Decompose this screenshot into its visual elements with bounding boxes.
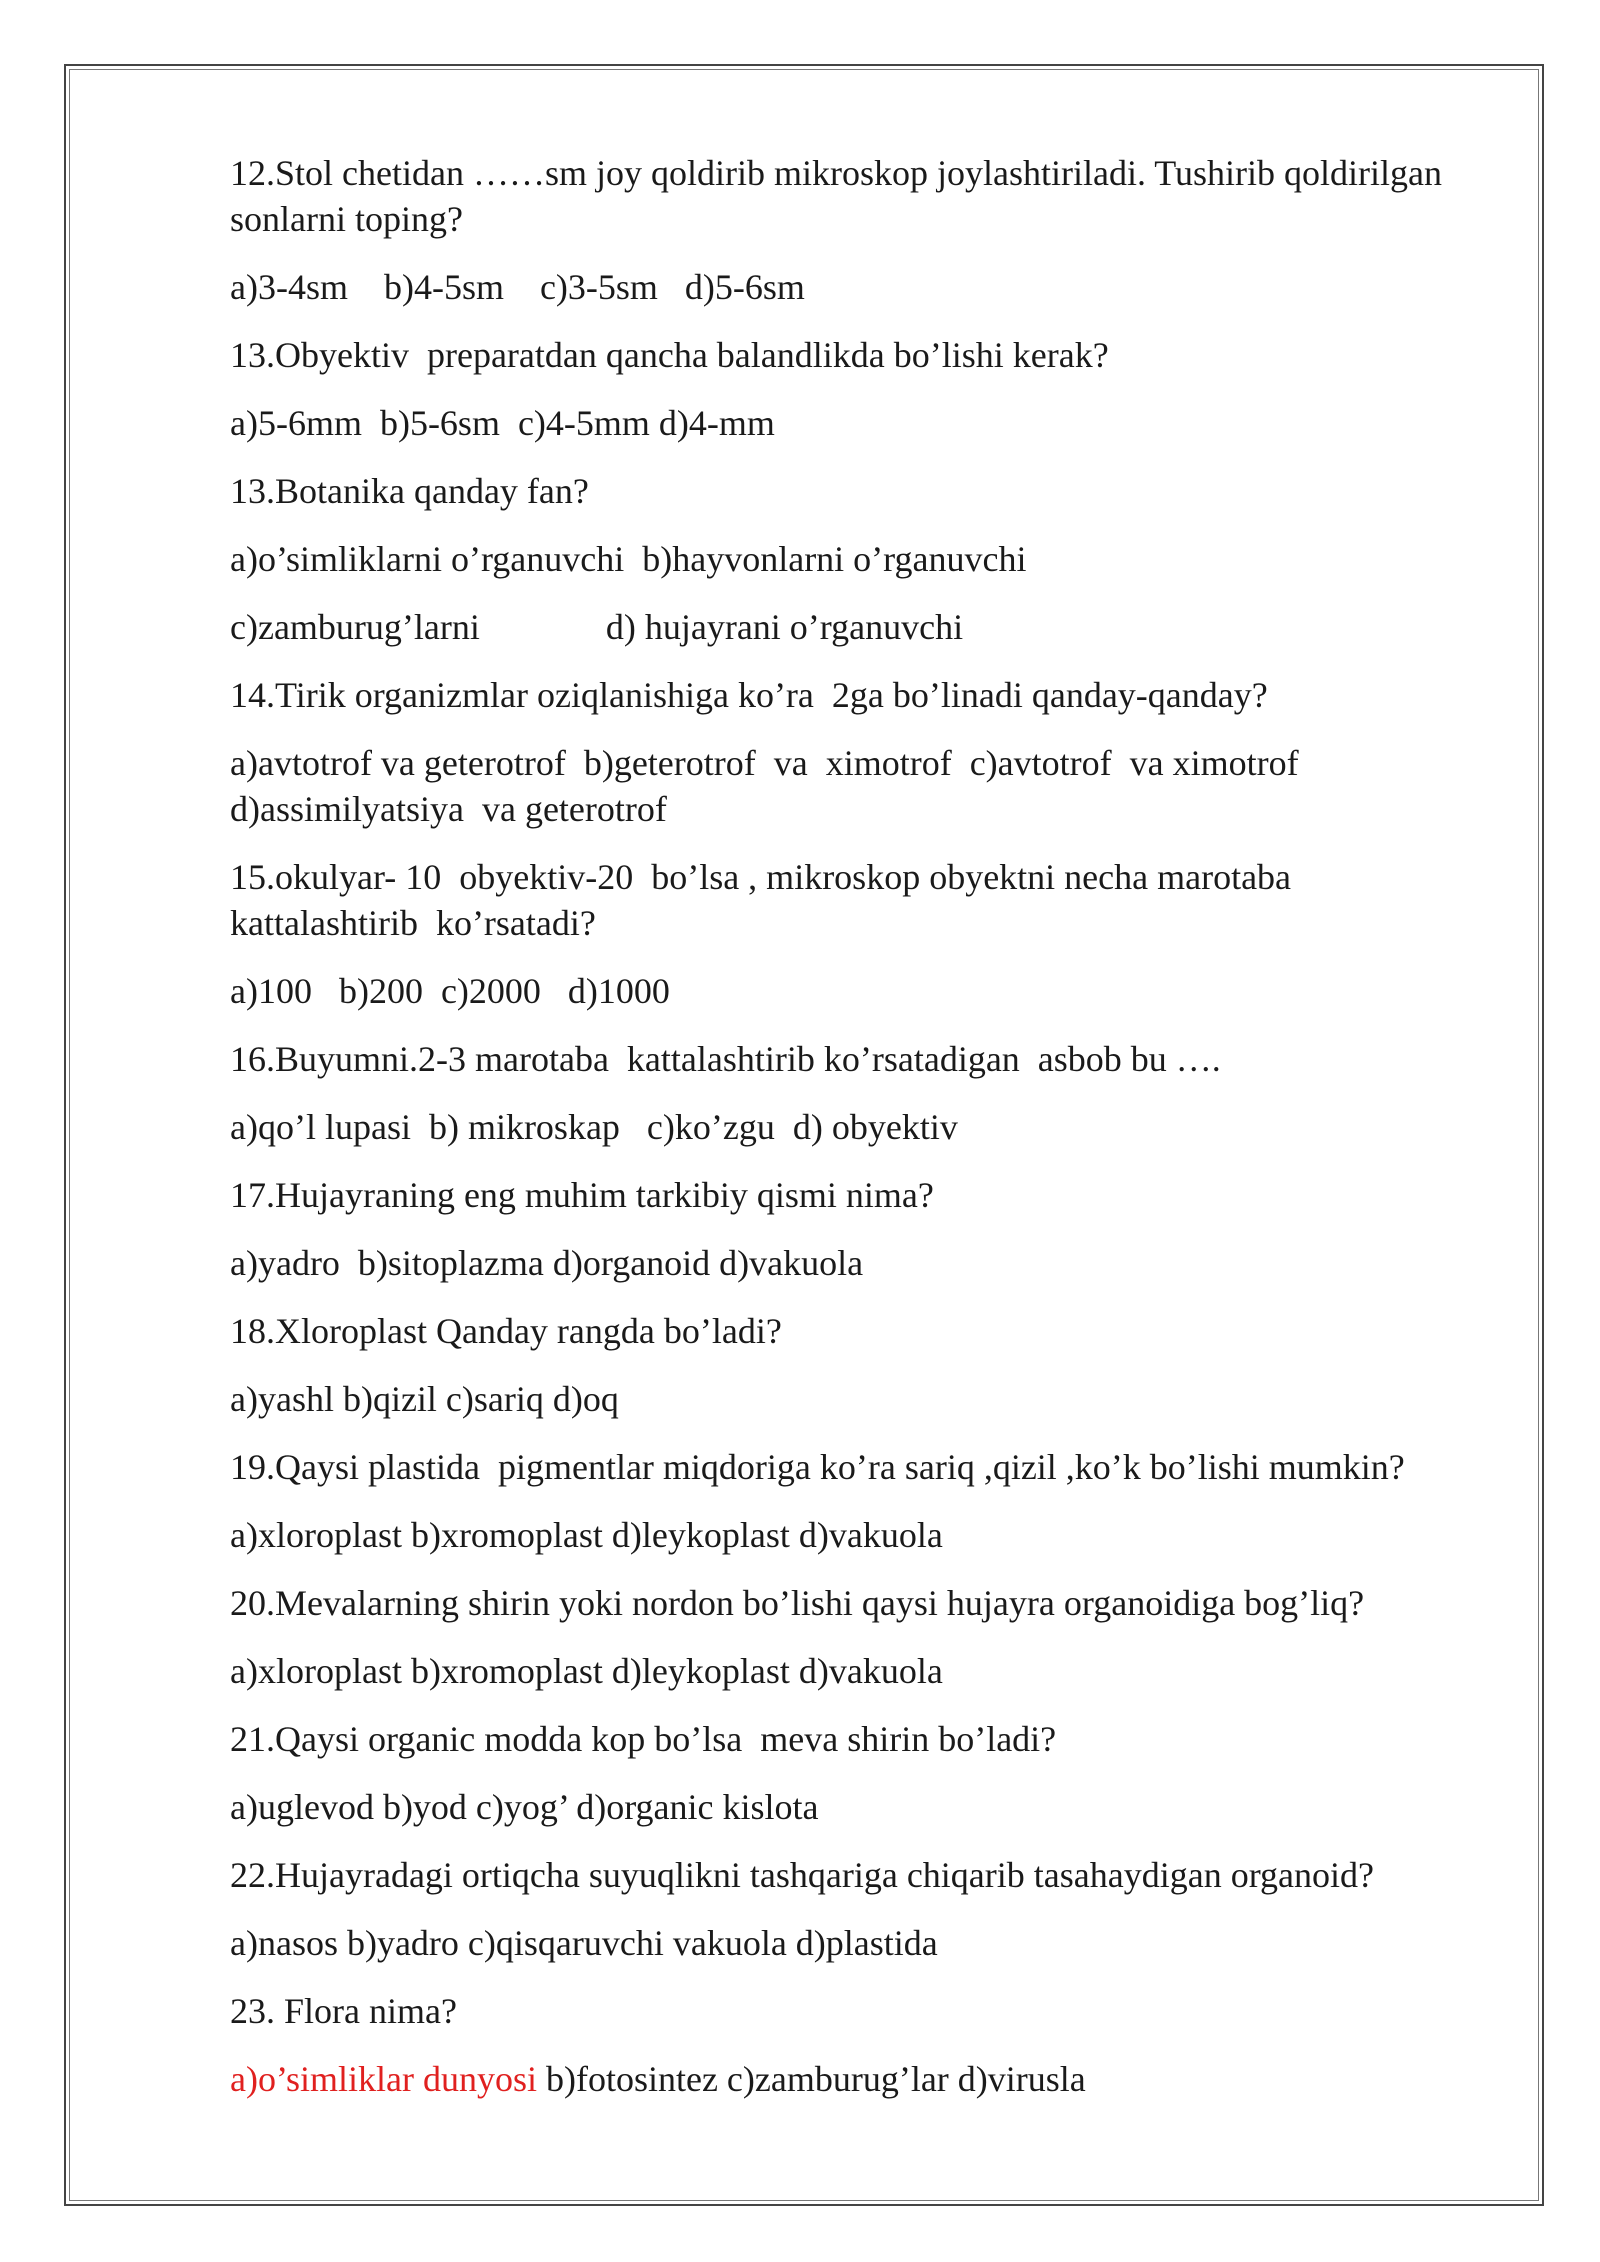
answers-15: a)100 b)200 c)2000 d)1000	[230, 971, 670, 1011]
answers-12: a)3-4sm b)4-5sm c)3-5sm d)5-6sm	[230, 267, 805, 307]
answers-16: a)qo’l lupasi b) mikroskap c)ko’zgu d) obyektiv	[230, 1107, 958, 1147]
question-19: 19.Qaysi plastida pigmentlar miqdoriga ko’ra sariq ,qizil ,ko’k bo’lishi mumkin?	[230, 1447, 1405, 1487]
answers-17: a)yadro b)sitoplazma d)organoid d)vakuola	[230, 1243, 864, 1283]
question-list	[230, 150, 1480, 2124]
question-12: 12.Stol chetidan ……sm joy qoldirib mikroskop joylashtiriladi. Tushirib qoldirilgan sonlarni toping?	[230, 153, 1442, 239]
answers-14: a)avtotrof va geterotrof b)geterotrof va ximotrof c)avtotrof va ximotrof d)assimilyatsiya va geterotrof	[230, 743, 1308, 829]
question-22: 22.Hujayradagi ortiqcha suyuqlikni tashqariga chiqarib tasahaydigan organoid?	[230, 1855, 1375, 1895]
question-16: 16.Buyumni.2-3 marotaba kattalashtirib ko’rsatadigan asbob bu ….	[230, 1039, 1221, 1079]
question-14: 14.Tirik organizmlar oziqlanishiga ko’ra 2ga bo’linadi qanday-qanday?	[230, 675, 1268, 715]
answers-21: a)uglevod b)yod c)yog’ d)organic kislota	[230, 1787, 819, 1827]
correct-answer-highlight: a)o’simliklar dunyosi	[230, 2059, 537, 2099]
answers-13b-line1: a)o’simliklarni o’rganuvchi b)hayvonlarni o’rganuvchi	[230, 539, 1027, 579]
answers-20: a)xloroplast b)xromoplast d)leykoplast d)vakuola	[230, 1651, 943, 1691]
answers-13a: a)5-6mm b)5-6sm c)4-5mm d)4-mm	[230, 403, 775, 443]
question-13a: 13.Obyektiv preparatdan qancha balandlikda bo’lishi kerak?	[230, 335, 1109, 375]
question-21: 21.Qaysi organic modda kop bo’lsa meva shirin bo’ladi?	[230, 1719, 1057, 1759]
answers-19: a)xloroplast b)xromoplast d)leykoplast d)vakuola	[230, 1515, 943, 1555]
question-13b: 13.Botanika qanday fan?	[230, 471, 589, 511]
question-23: 23. Flora nima?	[230, 1991, 457, 2031]
question-15: 15.okulyar- 10 obyektiv-20 bo’lsa , mikroskop obyektni necha marotaba kattalashtirib ko’rsatadi?	[230, 857, 1301, 943]
answers-18: a)yashl b)qizil c)sariq d)oq	[230, 1379, 619, 1419]
answers-13b-line2: c)zamburug’larni d) hujayrani o’rganuvchi	[230, 607, 964, 647]
question-18: 18.Xloroplast Qanday rangda bo’ladi?	[230, 1311, 782, 1351]
question-20: 20.Mevalarning shirin yoki nordon bo’lishi qaysi hujayra organoidiga bog’liq?	[230, 1583, 1365, 1623]
question-17: 17.Hujayraning eng muhim tarkibiy qismi nima?	[230, 1175, 934, 1215]
answers-22: a)nasos b)yadro c)qisqaruvchi vakuola d)plastida	[230, 1923, 938, 1963]
answers-23-rest: b)fotosintez c)zamburug’lar d)virusla	[536, 2059, 1086, 2099]
answers-23	[230, 2056, 1480, 2102]
